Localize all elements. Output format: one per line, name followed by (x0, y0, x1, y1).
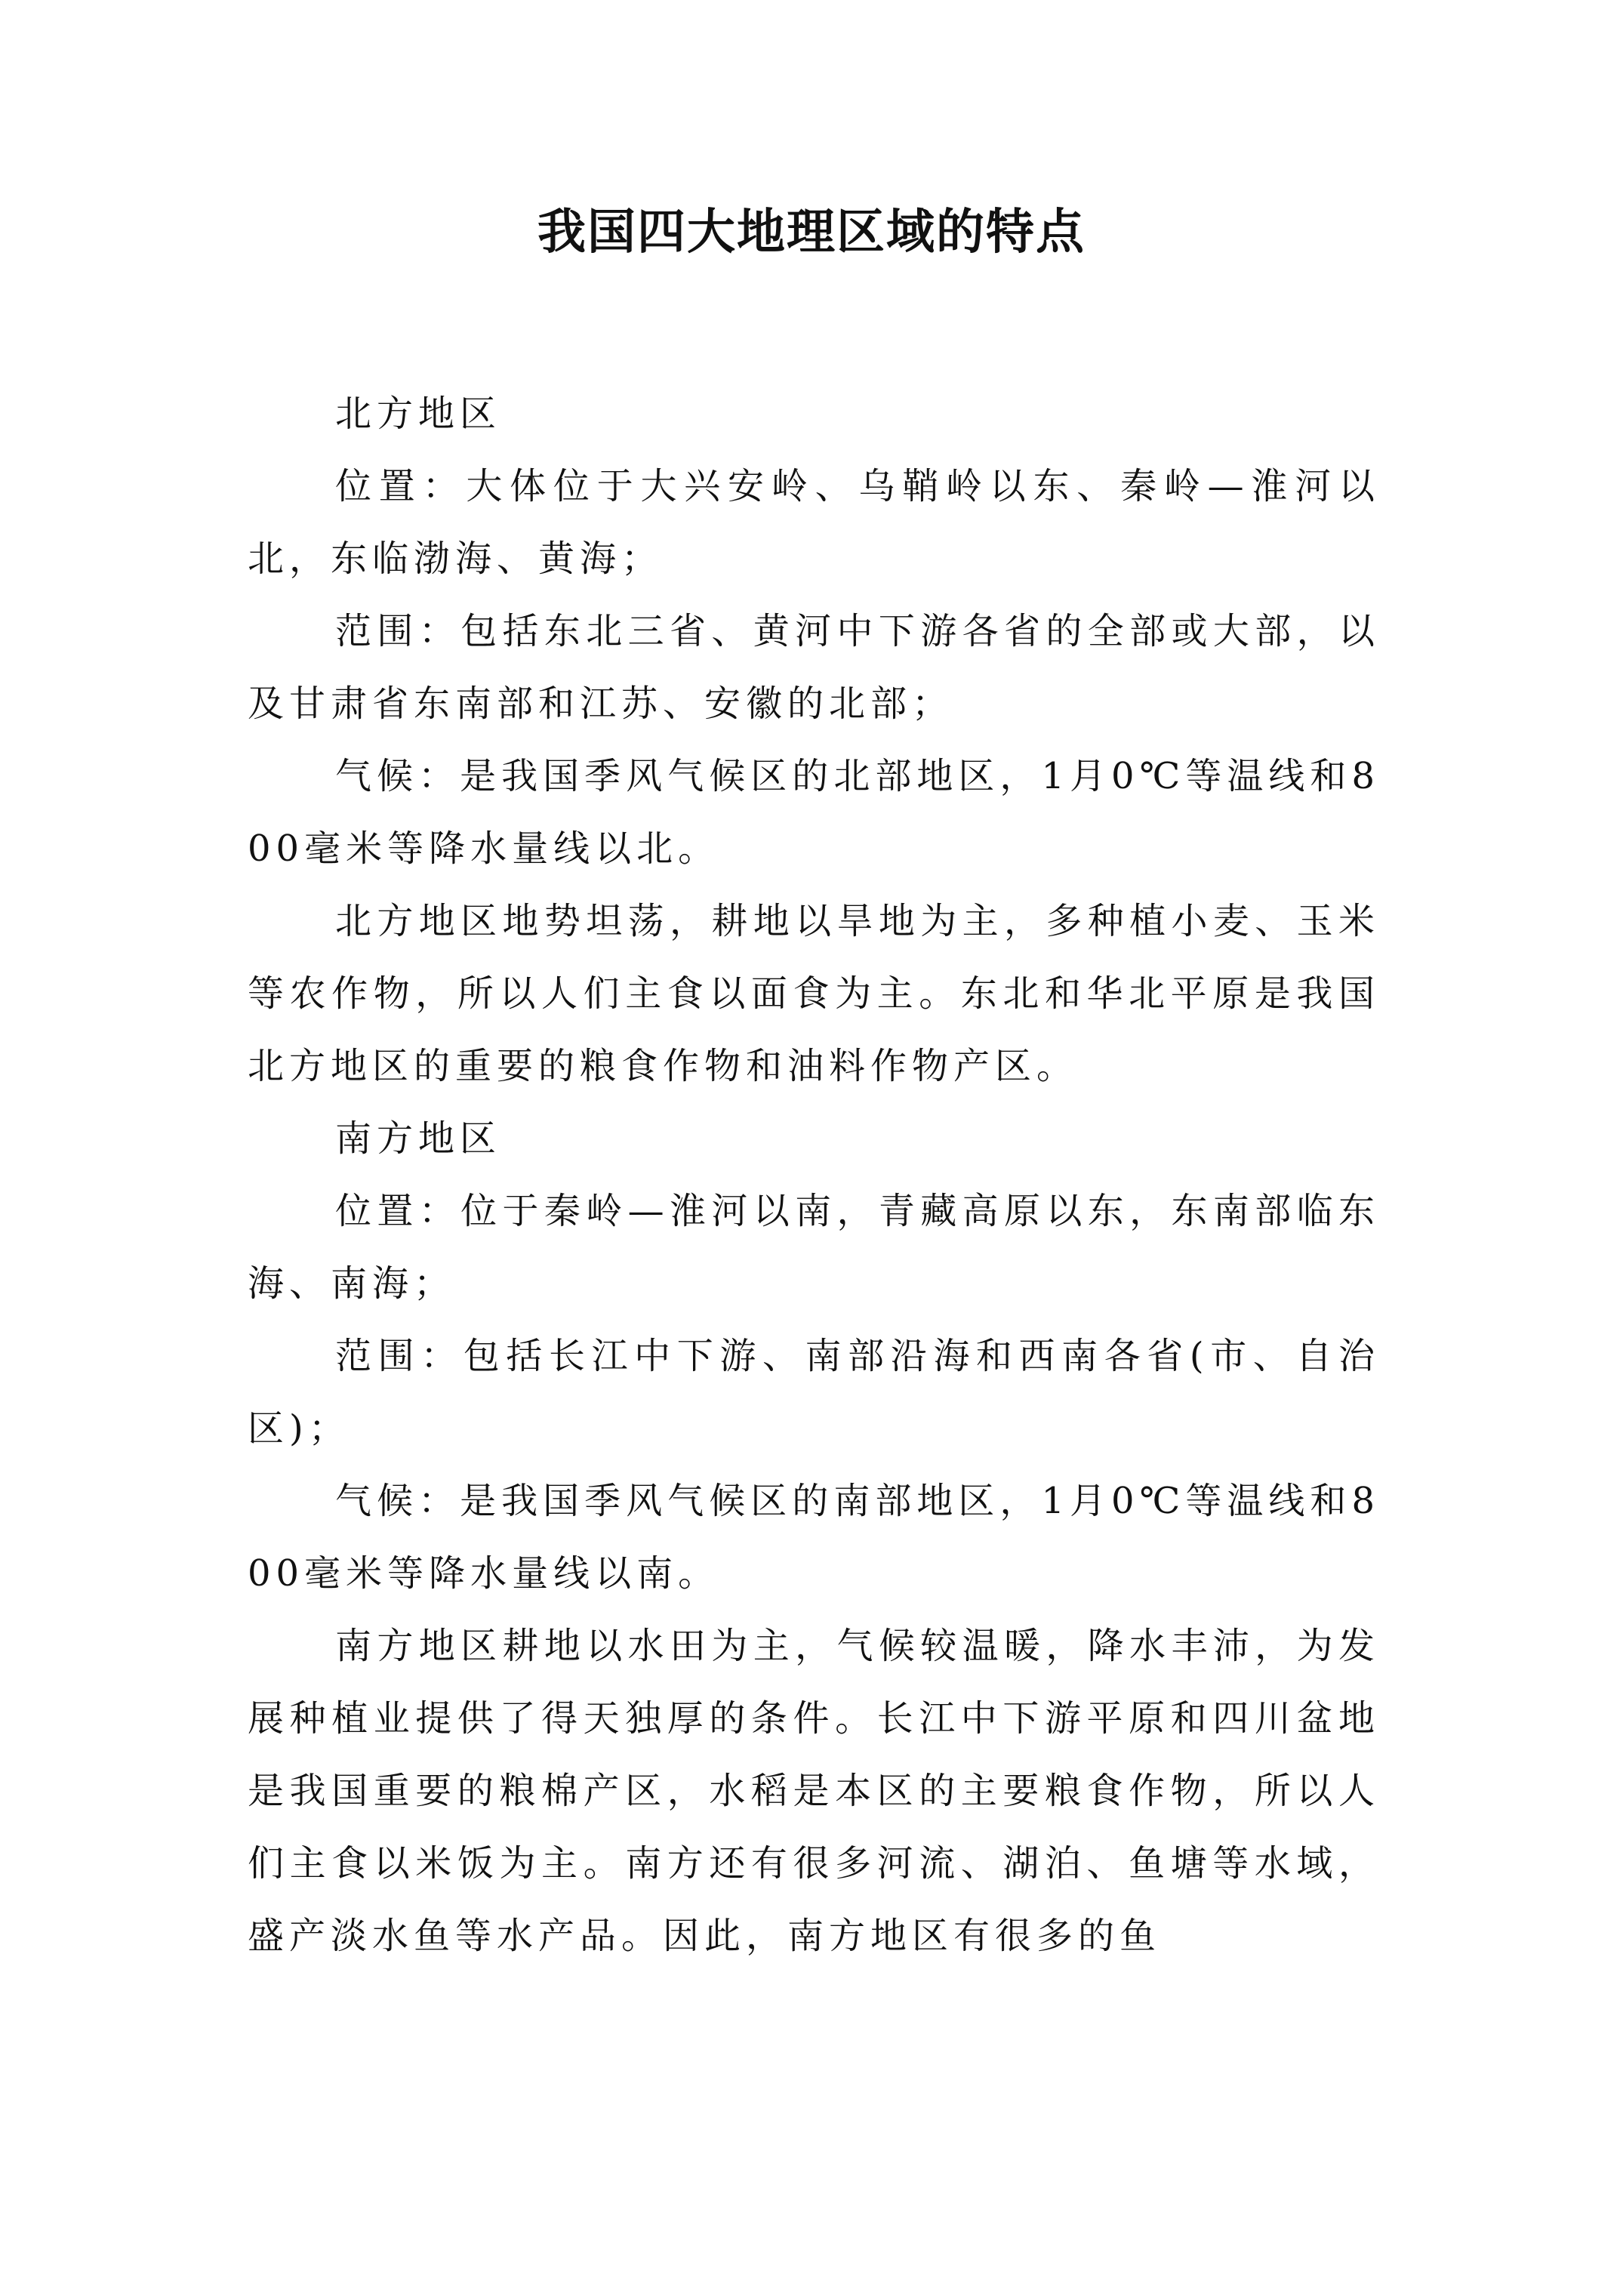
paragraph-north-scope: 范围：包括东北三省、黄河中下游各省的全部或大部，以及甘肃省东南部和江苏、安徽的北部； (248, 610, 1380, 725)
heading-south-region: 南方地区 (335, 1117, 502, 1160)
document-title: 我国四大地理区域的特点 (537, 204, 1086, 260)
paragraph-north-location: 位置：大体位于大兴安岭、乌鞘岭以东、秦岭—淮河以北，东临渤海、黄海； (248, 465, 1380, 580)
paragraph-north-climate: 气候：是我国季风气候区的北部地区，1月0℃等温线和800毫米等降水量线以北。 (248, 755, 1380, 870)
paragraph-south-location: 位置：位于秦岭—淮河以南，青藏高原以东，东南部临东海、南海； (248, 1190, 1380, 1305)
paragraph-north-agriculture: 北方地区地势坦荡，耕地以旱地为主，多种植小麦、玉米等农作物，所以人们主食以面食为主。东北和华北平原是我国北方地区的重要的粮食作物和油料作物产区。 (248, 900, 1380, 1087)
document-body (248, 378, 1380, 1972)
paragraph-south-climate: 气候：是我国季风气候区的南部地区，1月0℃等温线和800毫米等降水量线以南。 (248, 1480, 1380, 1595)
paragraph-south-agriculture: 南方地区耕地以水田为主，气候较温暖，降水丰沛，为发展种植业提供了得天独厚的条件。长江中下游平原和四川盆地是我国重要的粮棉产区，水稻是本区的主要粮食作物，所以人们主食以米饭为主。南方还有很多河流、湖泊、鱼塘等水域，盛产淡水鱼等水产品。因此，南方地区有很多的鱼 (248, 1625, 1380, 1957)
paragraph-south-scope: 范围：包括长江中下游、南部沿海和西南各省(市、自治区)； (248, 1335, 1380, 1450)
heading-north-region: 北方地区 (335, 393, 502, 435)
